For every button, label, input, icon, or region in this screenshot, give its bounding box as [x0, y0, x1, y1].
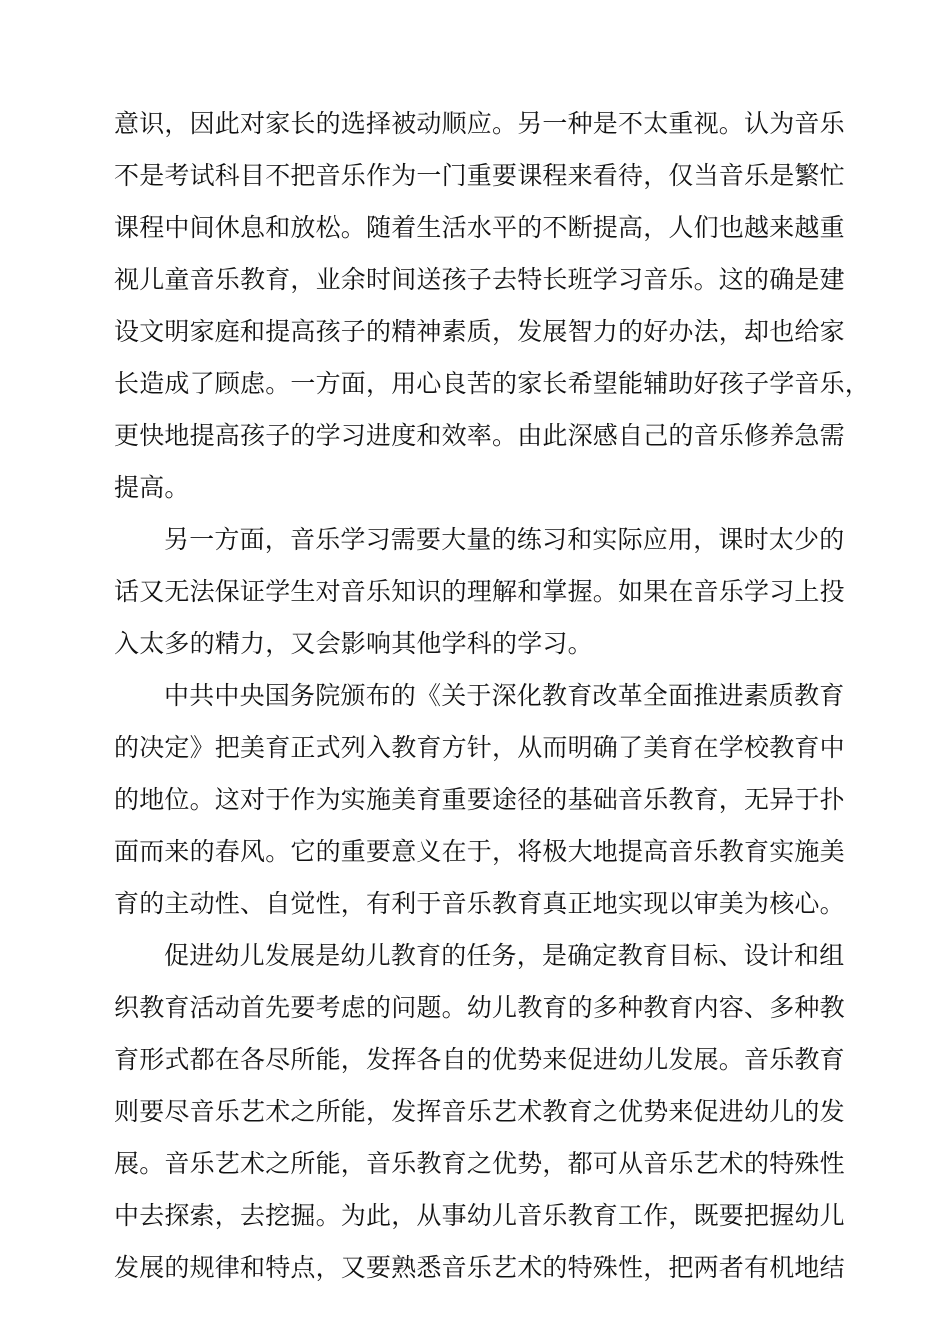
text-line: 育的主动性、自觉性，有利于音乐教育真正地实现以审美为核心。	[114, 889, 845, 918]
text-line: 中共中央国务院颁布的《关于深化教育改革全面推进素质教育	[164, 681, 845, 710]
text-line: 视儿童音乐教育，业余时间送孩子去特长班学习音乐。这的确是建	[114, 265, 845, 294]
text-line: 设文明家庭和提高孩子的精神素质，发展智力的好办法，却也给家	[114, 317, 845, 346]
paragraph-1	[114, 98, 871, 514]
text-line: 意识，因此对家长的选择被动顺应。另一种是不太重视。认为音乐	[114, 109, 845, 138]
text-line: 的决定》把美育正式列入教育方针，从而明确了美育在学校教育中	[114, 733, 845, 762]
text-line: 中去探索，去挖掘。为此，从事幼儿音乐教育工作，既要把握幼儿	[114, 1201, 845, 1230]
text-line: 入太多的精力，又会影响其他学科的学习。	[114, 629, 593, 658]
text-line: 课程中间休息和放松。随着生活水平的不断提高，人们也越来越重	[114, 213, 845, 242]
text-line: 织教育活动首先要考虑的问题。幼儿教育的多种教育内容、多种教	[114, 993, 845, 1022]
text-line: 长造成了顾虑。一方面，用心良苦的家长希望能辅助好孩子学音乐，	[114, 369, 871, 398]
paragraph-2	[114, 514, 858, 670]
text-line: 则要尽音乐艺术之所能，发挥音乐艺术教育之优势来促进幼儿的发	[114, 1097, 845, 1126]
text-line: 话又无法保证学生对音乐知识的理解和掌握。如果在音乐学习上投	[114, 577, 845, 606]
text-line: 更快地提高孩子的学习进度和效率。由此深感自己的音乐修养急需	[114, 421, 845, 450]
document-body	[114, 98, 871, 1294]
text-line: 展。音乐艺术之所能，音乐教育之优势，都可从音乐艺术的特殊性	[114, 1149, 845, 1178]
text-line: 面而来的春风。它的重要意义在于，将极大地提高音乐教育实施美	[114, 837, 845, 866]
paragraph-3	[114, 670, 858, 930]
text-line: 不是考试科目不把音乐作为一门重要课程来看待，仅当音乐是繁忙	[114, 161, 845, 190]
text-line: 另一方面，音乐学习需要大量的练习和实际应用，课时太少的	[164, 525, 845, 554]
text-line: 提高。	[114, 473, 190, 502]
text-line: 发展的规律和特点，又要熟悉音乐艺术的特殊性，把两者有机地结	[114, 1253, 845, 1282]
paragraph-4	[114, 930, 858, 1294]
text-line: 促进幼儿发展是幼儿教育的任务，是确定教育目标、设计和组	[164, 941, 845, 970]
text-line: 的地位。这对于作为实施美育重要途径的基础音乐教育，无异于扑	[114, 785, 845, 814]
text-line: 育形式都在各尽所能，发挥各自的优势来促进幼儿发展。音乐教育	[114, 1045, 845, 1074]
